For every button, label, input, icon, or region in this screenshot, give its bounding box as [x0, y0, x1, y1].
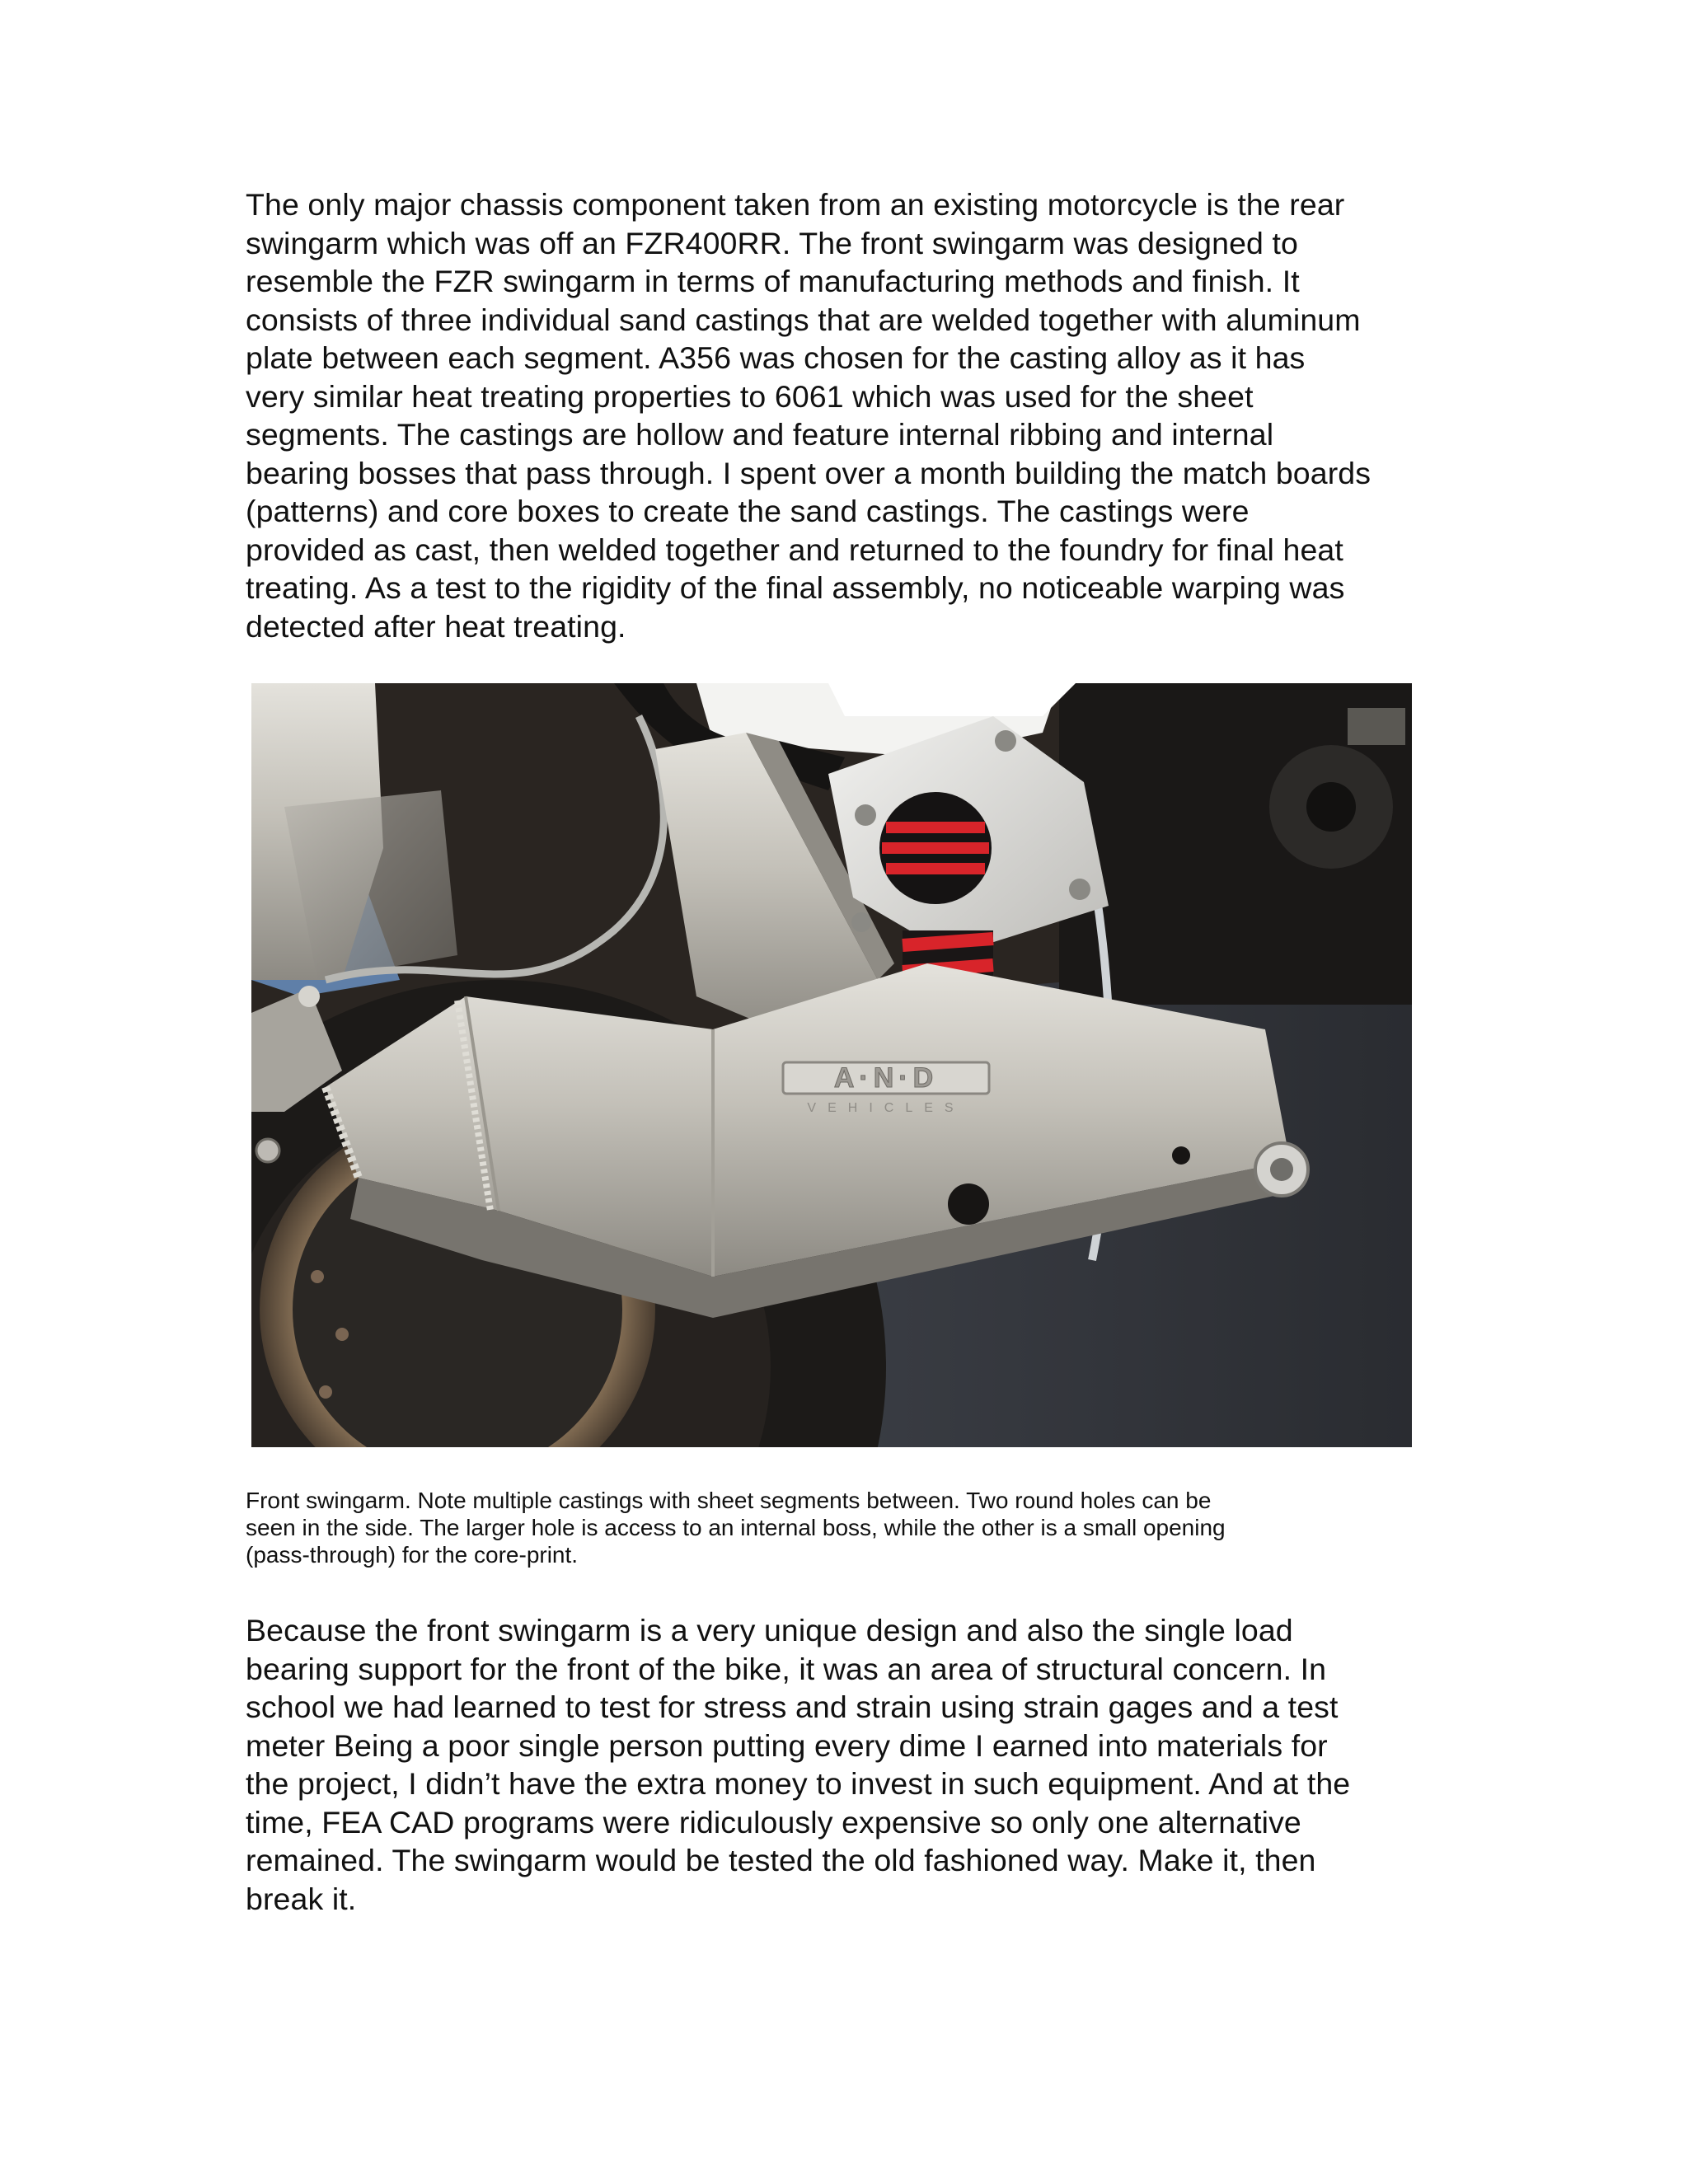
text-line: Because the front swingarm is a very unique design and also the single load	[246, 1613, 1293, 1647]
text-line: bearing support for the front of the bike, it was an area of structural concern. In	[246, 1651, 1327, 1686]
text-line: segments. The castings are hollow and feature internal ribbing and internal	[246, 417, 1274, 452]
text-line: consists of three individual sand castings that are welded together with aluminum	[246, 302, 1361, 337]
text-line: break it.	[246, 1881, 357, 1916]
swingarm-photo	[251, 683, 1412, 1447]
text-line: bearing bosses that pass through. I spent over a month building the match boards	[246, 455, 1372, 490]
text-line: resemble the FZR swingarm in terms of manufacturing methods and finish. It	[246, 264, 1300, 298]
paragraph-testing	[246, 1611, 1457, 1918]
text-line: provided as cast, then welded together and returned to the foundry for final heat	[246, 532, 1343, 567]
figure-caption	[246, 1487, 1449, 1568]
caption-line: Front swingarm. Note multiple castings with sheet segments between. Two round holes can be	[246, 1488, 1212, 1513]
text-line: very similar heat treating properties to 6061 which was used for the sheet	[246, 378, 1254, 414]
text-line: meter Being a poor single person putting every dime I earned into materials for	[246, 1727, 1328, 1763]
text-line: (patterns) and core boxes to create the sand castings. The castings were	[246, 494, 1250, 528]
caption-line: seen in the side. The larger hole is access to an internal boss, while the other is a small opening	[246, 1515, 1226, 1540]
text-line: The only major chassis component taken from an existing motorcycle is the rear	[246, 187, 1345, 222]
text-line: remained. The swingarm would be tested the old fashioned way. Make it, then	[246, 1843, 1316, 1877]
text-line: school we had learned to test for stress and strain using strain gages and a test	[246, 1690, 1339, 1724]
paragraph-intro	[246, 185, 1457, 645]
text-line: the project, I didn’t have the extra money to invest in such equipment. And at the	[246, 1766, 1351, 1801]
text-line: swingarm which was off an FZR400RR. The front swingarm was designed to	[246, 225, 1299, 260]
swingarm-logo-subtext: VEHICLES	[807, 1101, 965, 1115]
text-line: plate between each segment. A356 was chosen for the casting alloy as it has	[246, 340, 1306, 375]
swingarm-logo-text: A·N·D	[833, 1062, 939, 1094]
text-line: detected after heat treating.	[246, 608, 626, 644]
text-line: time, FEA CAD programs were ridiculously expensive so only one alternative	[246, 1804, 1301, 1840]
caption-line: (pass-through) for the core-print.	[246, 1542, 579, 1568]
text-line: treating. As a test to the rigidity of the final assembly, no noticeable warping was	[246, 570, 1345, 605]
